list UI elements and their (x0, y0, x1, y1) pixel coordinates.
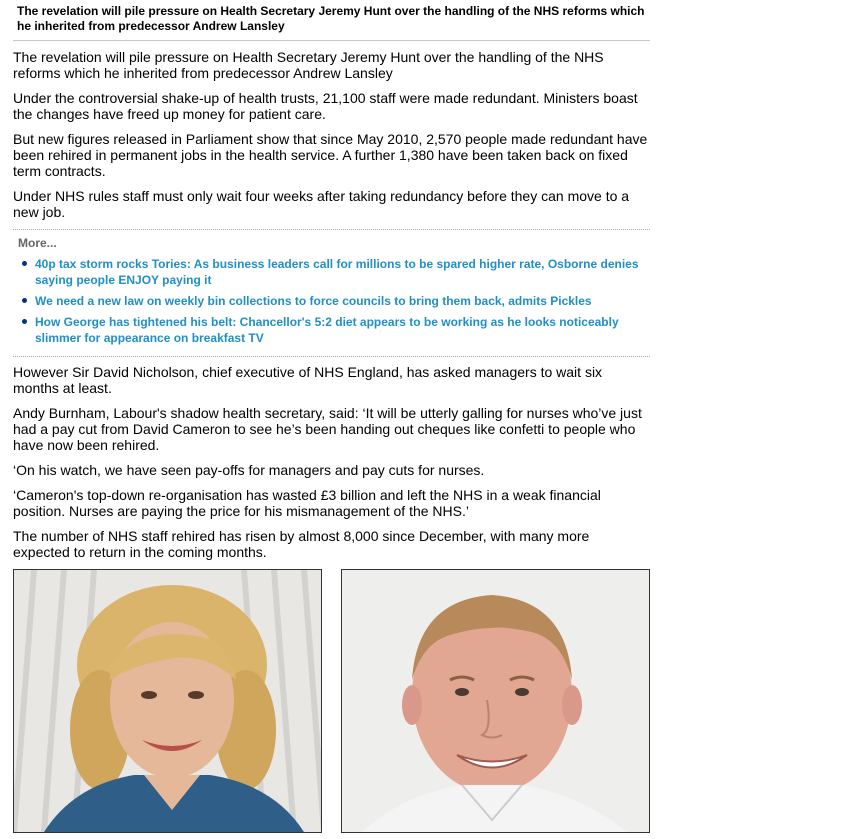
paragraph: The number of NHS staff rehired has risen by almost 8,000 since December, with many more expected to return in the coming months. (13, 528, 590, 560)
related-articles-box (13, 229, 650, 357)
list-item (18, 293, 650, 309)
paragraph: Under the controversial shake-up of health trusts, 21,100 staff were made redundant. Ministers boast the changes have freed up money for patient care. (13, 90, 638, 122)
related-link-george-diet[interactable]: How George has tightened his belt: Chancellor's 5:2 diet appears to be working as he looks noticeably slimmer for appearance on breakfast TV (35, 315, 619, 345)
paragraph: ‘On his watch, we have seen pay-offs for managers and pay cuts for nurses. (13, 462, 485, 478)
more-heading: More... (18, 236, 57, 250)
photo-row (13, 569, 650, 839)
woman-portrait-image (14, 570, 321, 832)
paragraph: ‘Cameron's top-down re-organisation has wasted £3 billion and left the NHS in a weak financial position. Nurses are paying the price for his mismanagement of the NHS.’ (13, 487, 601, 519)
image-caption: The revelation will pile pressure on Health Secretary Jeremy Hunt over the handling of the NHS reforms which he inherited from predecessor Andrew Lansley (13, 4, 650, 41)
list-item (18, 314, 650, 346)
paragraph: Under NHS rules staff must only wait four weeks after taking redundancy before they can move to a new job. (13, 188, 630, 220)
paragraph: But new figures released in Parliament show that since May 2010, 2,570 people made redundant have been rehired in permanent jobs in the health service. A further 1,380 have been taken back on fixed term contracts. (13, 131, 648, 179)
paragraph: Andy Burnham, Labour's shadow health secretary, said: ‘It will be utterly galling for nurses who’ve just had a pay cut from David Cameron to see he’s been handing out cheques like confetti to people who have now been rehired. (13, 405, 642, 453)
related-links-list (18, 256, 650, 346)
list-item (18, 256, 650, 288)
paragraph: The revelation will pile pressure on Health Secretary Jeremy Hunt over the handling of the NHS reforms which he inherited from predecessor Andrew Lansley (13, 49, 604, 81)
bullet-icon (22, 298, 27, 303)
photo-woman (13, 569, 322, 833)
photo-man (341, 569, 650, 833)
article-body (13, 0, 650, 839)
paragraph: However Sir David Nicholson, chief executive of NHS England, has asked managers to wait six months at least. (13, 364, 603, 396)
bullet-icon (22, 319, 27, 324)
related-link-tax-storm[interactable]: 40p tax storm rocks Tories: As business leaders call for millions to be spared higher rate, Osborne denies saying people ENJOY paying it (35, 257, 639, 287)
related-link-bin-collections[interactable]: We need a new law on weekly bin collections to force councils to bring them back, admits Pickles (35, 294, 592, 308)
bullet-icon (22, 261, 27, 266)
man-portrait-image (342, 570, 649, 832)
